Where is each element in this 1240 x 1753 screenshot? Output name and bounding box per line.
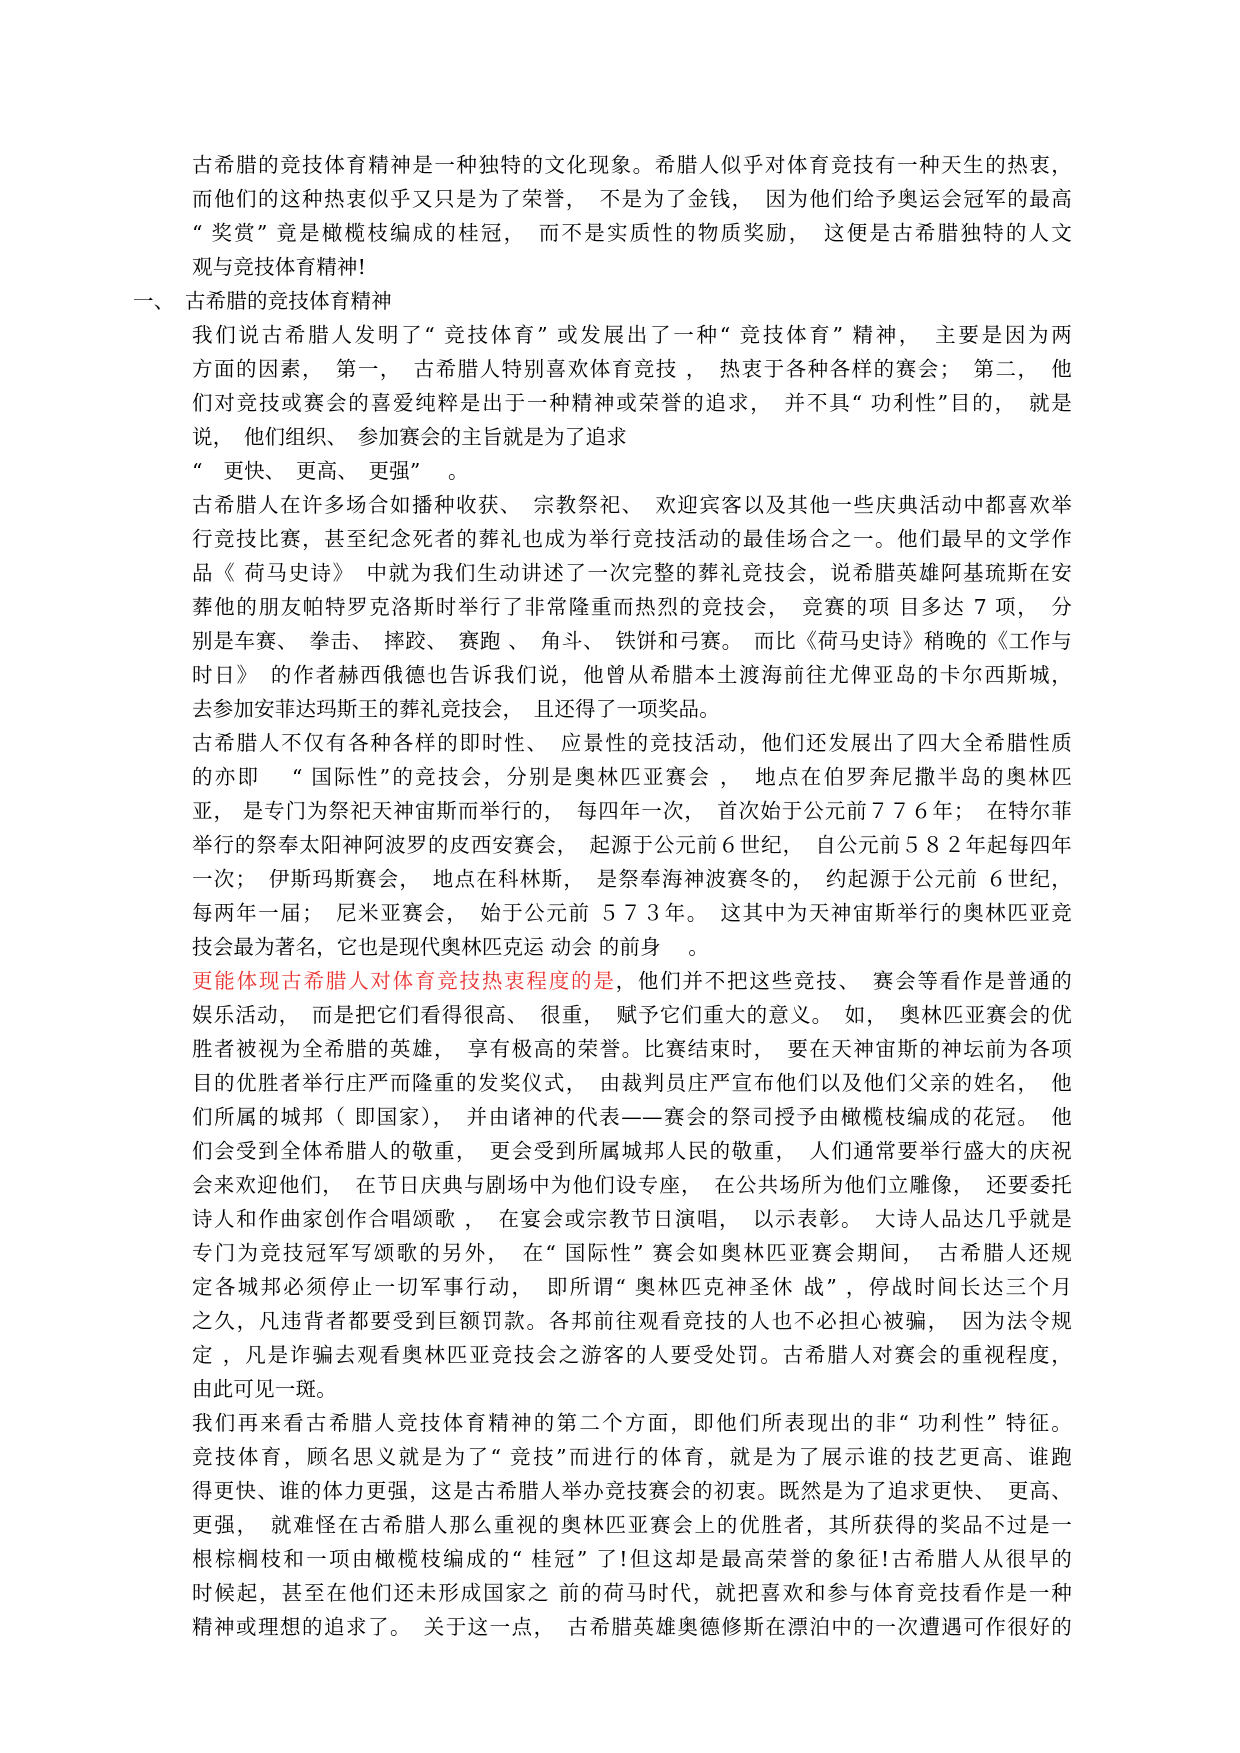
para5-line-4: 更强， 就难怪在古希腊人那么重视的奥林匹亚赛会上的优胜者，其所获得的奖品不过是一	[192, 1513, 1072, 1537]
para2-line-2: 行竞技比赛，甚至纪念死者的葬礼也成为举行竞技活动的最佳场合之一。他们最早的文学作	[192, 527, 1072, 551]
para1-line-5: “ 更快、 更高、 更强” 。	[192, 459, 469, 483]
para3-line-7: 技会最为著名，它也是现代奥林匹克运 动会 的前身 。	[192, 935, 709, 959]
para5-line-3: 得更快、谁的体力更强，这是古希腊人举办竞技赛会的初衷。既然是为了追求更快、 更高、	[192, 1479, 1072, 1503]
para1-line-1: 我们说古希腊人发明了“ 竞技体育” 或发展出了一种“ 竞技体育” 精神， 主要是因为两	[192, 323, 1072, 347]
intro-line-2: 而他们的这种热衷似乎又只是为了荣誉， 不是为了金钱， 因为他们给予奥运会冠军的最高	[192, 187, 1072, 211]
para4-line-10: 定各城邦必须停止一切军事行动， 即所谓“ 奥林匹克神圣休 战” ，停战时间长达三个月	[192, 1275, 1072, 1299]
section-heading: 一、 古希腊的竞技体育精神	[133, 289, 392, 313]
para2-line-1: 古希腊人在许多场合如播种收获、 宗教祭祀、 欢迎宾客以及其他一些庆典活动中都喜欢举	[192, 493, 1072, 517]
para4-line-1-rest: ，他们并不把这些竞技、 赛会等看作是普通的	[615, 969, 1072, 993]
para3-line-4: 举行的祭奉太阳神阿波罗的皮西安赛会， 起源于公元前６世纪， 自公元前５８２年起每四年	[192, 833, 1072, 857]
para4-line-5: 们所属的城邦（ 即国家）， 并由诸神的代表——赛会的祭司授予由橄榄枝编成的花冠。 他	[192, 1105, 1072, 1129]
highlighted-text: 更能体现古希腊人对体育竞技热衷程度的是	[192, 969, 616, 993]
para4-line-13: 由此可见一斑。	[192, 1377, 337, 1401]
para3-line-1: 古希腊人不仅有各种各样的即时性、 应景性的竞技活动，他们还发展出了四大全希腊性质	[192, 731, 1072, 755]
para1-line-3: 们对竞技或赛会的喜爱纯粹是出于一种精神或荣誉的追求， 并不具“ 功利性”目的， 就是	[192, 391, 1072, 415]
para3-line-5: 一次； 伊斯玛斯赛会， 地点在科林斯， 是祭奉海神波赛冬的， 约起源于公元前 ６世纪，	[192, 867, 1072, 891]
intro-line-1: 古希腊的竞技体育精神是一种独特的文化现象。希腊人似乎对体育竞技有一种天生的热衷，	[192, 153, 1072, 177]
para4-line-12: 定 ，凡是诈骗去观看奥林匹亚竞技会之游客的人要受处罚。古希腊人对赛会的重视程度，	[192, 1343, 1072, 1367]
para4-line-6: 们会受到全体希腊人的敬重， 更会受到所属城邦人民的敬重， 人们通常要举行盛大的庆祝	[192, 1139, 1072, 1163]
para4-line-1	[192, 964, 1072, 998]
para2-line-5: 别是车赛、 拳击、 摔跤、 赛跑 、 角斗、 铁饼和弓赛。 而比《荷马史诗》稍晚的《工作与	[192, 629, 1072, 653]
para4-line-11: 之久，凡违背者都要受到巨额罚款。各邦前往观看竞技的人也不必担心被骗， 因为法令规	[192, 1309, 1072, 1333]
para5-line-1: 我们再来看古希腊人竞技体育精神的第二个方面，即他们所表现出的非“ 功利性” 特征。	[192, 1411, 1072, 1435]
para4-line-8: 诗人和作曲家创作合唱颂歌 ， 在宴会或宗教节日演唱， 以示表彰。 大诗人品达几乎就是	[192, 1207, 1072, 1231]
para4-line-4: 目的优胜者举行庄严而隆重的发奖仪式， 由裁判员庄严宣布他们以及他们父亲的姓名， 他	[192, 1071, 1072, 1095]
para4-line-2: 娱乐活动， 而是把它们看得很高、 很重， 赋予它们重大的意义。 如， 奥林匹亚赛会的优	[192, 1003, 1072, 1027]
para5-line-5: 根棕榈枝和一项由橄榄枝编成的“ 桂冠” 了!但这却是最高荣誉的象征!古希腊人从很早的	[192, 1547, 1072, 1571]
para2-line-6: 时日》 的作者赫西俄德也告诉我们说，他曾从希腊本土渡海前往尤俾亚岛的卡尔西斯城，	[192, 663, 1072, 687]
para5-line-7: 精神或理想的追求了。 关于这一点， 古希腊英雄奥德修斯在漂泊中的一次遭遇可作很好的	[192, 1615, 1072, 1639]
para5-line-2: 竞技体育，顾名思义就是为了“ 竞技”而进行的体育，就是为了展示谁的技艺更高、谁跑	[192, 1445, 1072, 1469]
para4-line-7: 会来欢迎他们， 在节日庆典与剧场中为他们设专座， 在公共场所为他们立雕像， 还要委托	[192, 1173, 1072, 1197]
para5-line-6: 时候起，甚至在他们还未形成国家之 前的荷马时代，就把喜欢和参与体育竞技看作是一种	[192, 1581, 1072, 1605]
para2-line-3: 品《 荷马史诗》 中就为我们生动讲述了一次完整的葬礼竞技会，说希腊英雄阿基琉斯在安	[192, 561, 1072, 585]
para2-line-4: 葬他的朋友帕特罗克洛斯时举行了非常隆重而热烈的竞技会， 竞赛的项 目多达 7 项， 分	[192, 595, 1072, 619]
para1-line-4: 说， 他们组织、 参加赛会的主旨就是为了追求	[192, 425, 627, 449]
para4-line-9: 专门为竞技冠军写颂歌的另外， 在“ 国际性” 赛会如奥林匹亚赛会期间， 古希腊人还规	[192, 1241, 1072, 1265]
intro-line-3: “ 奖赏” 竟是橄榄枝编成的桂冠， 而不是实质性的物质奖励， 这便是古希腊独特的人文	[192, 221, 1072, 245]
para2-line-7: 去参加安菲达玛斯王的葬礼竞技会， 且还得了一项奖品。	[192, 697, 720, 721]
para4-line-3: 胜者被视为全希腊的英雄， 享有极高的荣誉。比赛结束时， 要在天神宙斯的神坛前为各项	[192, 1037, 1072, 1061]
para3-line-2: 的亦即 “ 国际性”的竞技会，分别是奥林匹亚赛会 ， 地点在伯罗奔尼撒半岛的奥林匹	[192, 765, 1072, 789]
intro-line-4: 观与竞技体育精神!	[192, 255, 367, 279]
para3-line-6: 每两年一届； 尼米亚赛会， 始于公元前 ５７３年。 这其中为天神宙斯举行的奥林匹亚竞	[192, 901, 1072, 925]
para3-line-3: 亚， 是专门为祭祀天神宙斯而举行的， 每四年一次， 首次始于公元前７７６年； 在特尔菲	[192, 799, 1072, 823]
para1-line-2: 方面的因素， 第一， 古希腊人特别喜欢体育竞技 ， 热衷于各种各样的赛会； 第二， 他	[192, 357, 1072, 381]
